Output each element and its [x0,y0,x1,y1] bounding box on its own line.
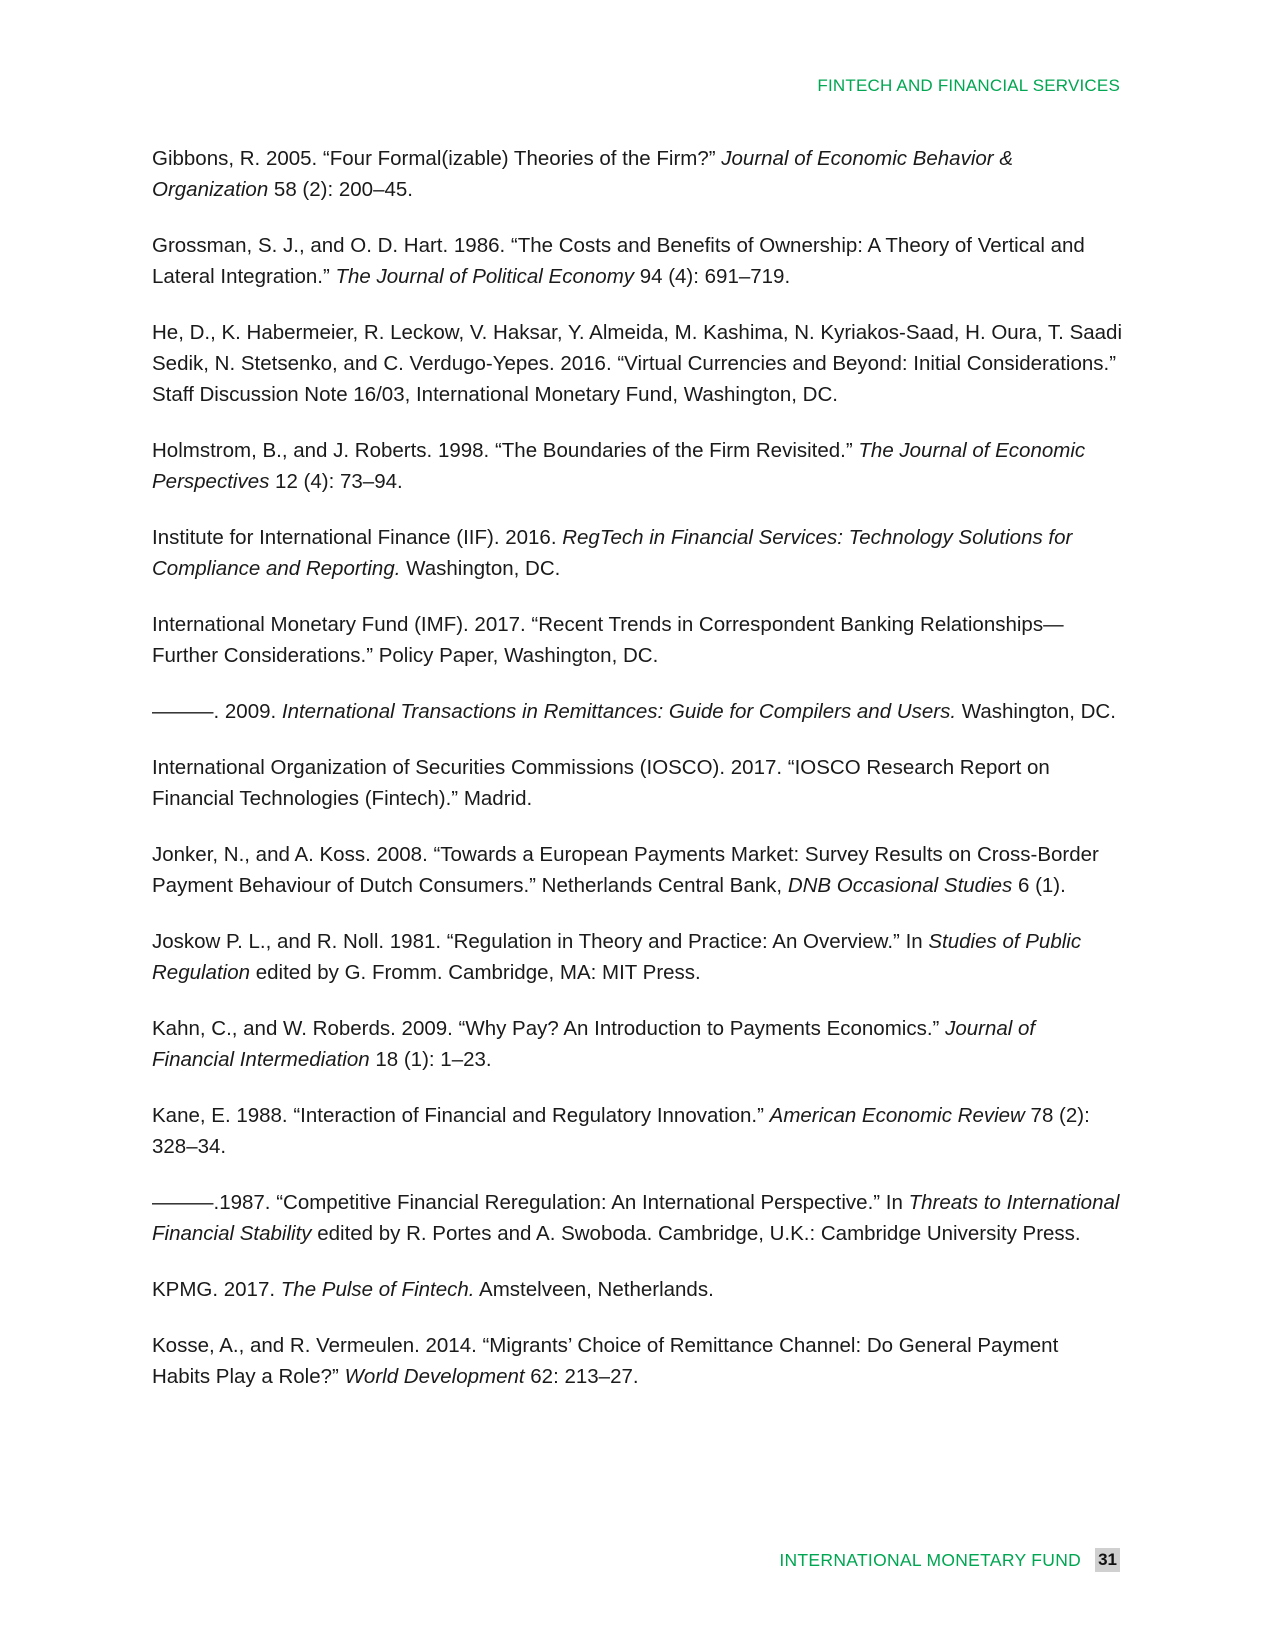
reference-text: Gibbons, R. 2005. “Four Formal(izable) Theories of the Firm?” [152,147,722,170]
reference-item [152,143,1122,205]
reference-item [152,1187,1122,1249]
reference-text: Institute for International Finance (IIF). 2016. [152,526,563,549]
reference-item [152,839,1122,901]
reference-title: Studies of Public Regulation [152,930,1082,984]
reference-item [152,926,1122,988]
reference-text: He, D., K. Habermeier, R. Leckow, V. Haksar, Y. Almeida, M. Kashima, N. Kyriakos-Saad, H. Oura, T. Saadi Sedik, N. Stetsenko, and C. Verdugo-Yepes. 2016. “Virtual Currencies and Beyond: Initial Considerations.” Staff Discussion Note 16/03, International Monetary Fund, Washington, DC. [152,321,1122,406]
reference-item [152,752,1122,814]
reference-title: The Pulse of Fintech. [280,1278,475,1301]
reference-item [152,230,1122,292]
reference-text: 18 (1): 1–23. [369,1048,492,1071]
reference-item [152,522,1122,584]
page-number: 31 [1095,1548,1120,1572]
reference-text: 58 (2): 200–45. [268,178,413,201]
reference-list [152,143,1122,1417]
reference-text: ———. 2009. [152,700,282,723]
reference-title: The Journal of Economic Perspectives [152,439,1086,493]
reference-text: 94 (4): 691–719. [634,265,791,288]
reference-text: Amstelveen, Netherlands. [474,1278,714,1301]
reference-text: 78 (2): 328–34. [152,1104,1090,1158]
reference-item [152,317,1122,410]
reference-item [152,435,1122,497]
reference-item [152,1013,1122,1075]
reference-title: The Journal of Political Economy [335,265,635,288]
reference-text: Grossman, S. J., and O. D. Hart. 1986. “The Costs and Benefits of Ownership: A Theory of Vertical and Lateral Integration.” [152,234,1085,288]
page-footer [779,1548,1120,1572]
reference-title: Journal of Financial Intermediation [152,1017,1036,1071]
reference-text: 12 (4): 73–94. [269,470,403,493]
reference-text: International Monetary Fund (IMF). 2017. “Recent Trends in Correspondent Banking Relationships—Further Considerations.” Policy Paper, Washington, DC. [152,613,1064,667]
reference-text: Washington, DC. [956,700,1116,723]
running-header: FINTECH AND FINANCIAL SERVICES [817,76,1120,95]
reference-title: International Transactions in Remittances: Guide for Compilers and Users. [281,700,957,723]
reference-text: ———.1987. “Competitive Financial Reregulation: An International Perspective.” In [152,1191,909,1214]
reference-item [152,696,1122,727]
reference-item [152,1100,1122,1162]
reference-text: Jonker, N., and A. Koss. 2008. “Towards a European Payments Market: Survey Results on Cross-Border Payment Behaviour of Dutch Consumers.” Netherlands Central Bank, [152,843,1099,897]
reference-text: Washington, DC. [400,557,561,580]
reference-title: American Economic Review [769,1104,1025,1127]
reference-text: 62: 213–27. [524,1365,639,1388]
reference-text: edited by R. Portes and A. Swoboda. Cambridge, U.K.: Cambridge University Press. [311,1222,1081,1245]
reference-text: Joskow P. L., and R. Noll. 1981. “Regulation in Theory and Practice: An Overview.” In [152,930,929,953]
reference-title: Threats to International Financial Stability [152,1191,1120,1245]
reference-title: RegTech in Financial Services: Technology Solutions for Compliance and Reporting. [152,526,1073,580]
reference-item [152,1274,1122,1305]
reference-text: 6 (1). [1012,874,1066,897]
reference-text: Kosse, A., and R. Vermeulen. 2014. “Migrants’ Choice of Remittance Channel: Do General Payment Habits Play a Role?” [152,1334,1059,1388]
reference-text: edited by G. Fromm. Cambridge, MA: MIT Press. [250,961,701,984]
reference-text: Holmstrom, B., and J. Roberts. 1998. “The Boundaries of the Firm Revisited.” [152,439,859,462]
reference-text: International Organization of Securities Commissions (IOSCO). 2017. “IOSCO Research Report on Financial Technologies (Fintech).” Madrid. [152,756,1050,810]
reference-title: Journal of Economic Behavior & Organization [152,147,1013,201]
reference-item [152,609,1122,671]
footer-label: INTERNATIONAL MONETARY FUND [779,1549,1082,1570]
reference-text: Kane, E. 1988. “Interaction of Financial and Regulatory Innovation.” [152,1104,770,1127]
reference-title: DNB Occasional Studies [787,874,1013,897]
reference-text: KPMG. 2017. [152,1278,281,1301]
reference-text: Kahn, C., and W. Roberds. 2009. “Why Pay? An Introduction to Payments Economics.” [152,1017,946,1040]
reference-item [152,1330,1122,1392]
reference-title: World Development [344,1365,525,1388]
